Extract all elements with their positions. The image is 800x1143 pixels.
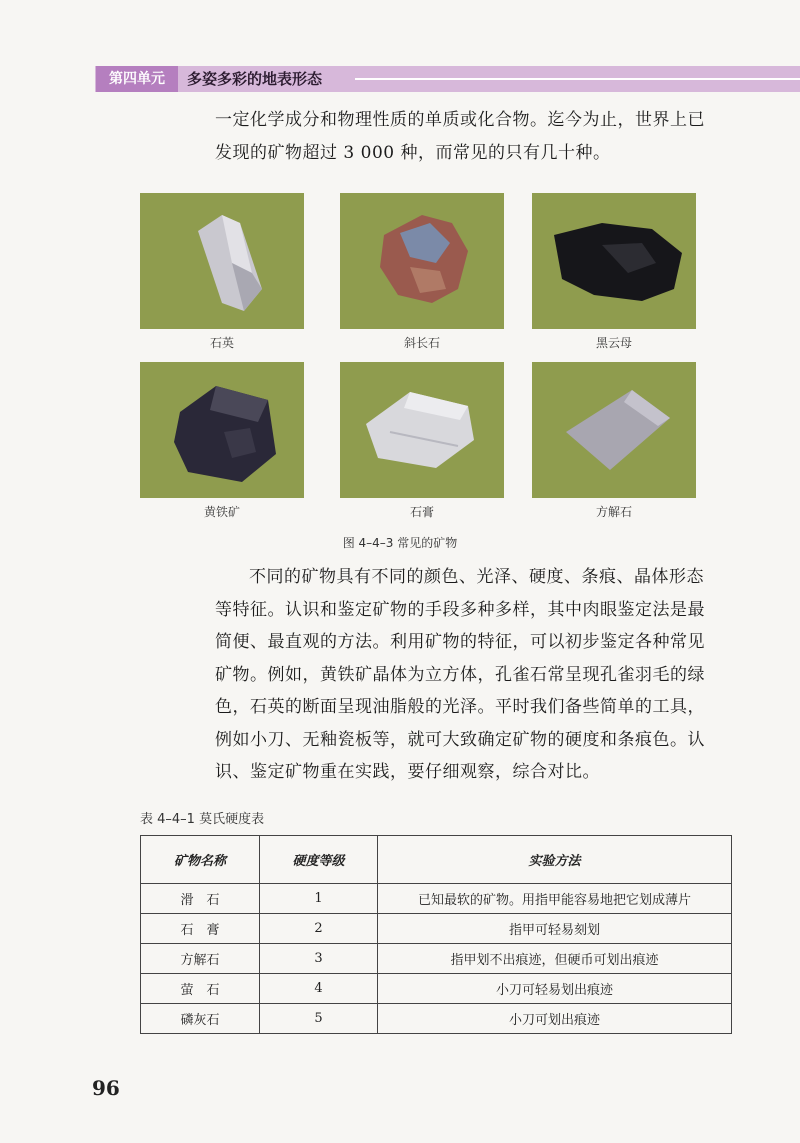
table-cell: 指甲可轻易刻划 [378, 914, 732, 944]
table-cell: 2 [260, 914, 378, 944]
mineral-caption: 黄铁矿 [203, 505, 240, 519]
table-cell: 3 [260, 944, 378, 974]
table-cell: 指甲划不出痕迹，但硬币可划出痕迹 [378, 944, 732, 974]
body-line: 识、鉴定矿物重在实践，要仔细观察，综合对比。 [215, 762, 600, 782]
body-line: 不同的矿物具有不同的颜色、光泽、硬度、条痕、晶体形态 [249, 567, 704, 587]
intro-paragraph [215, 104, 740, 169]
table-row [141, 914, 732, 944]
table-row [141, 1004, 732, 1034]
table-cell: 石 膏 [141, 914, 260, 944]
mohs-hardness-table [140, 835, 732, 1034]
table-title: 表 4–4–1 莫氏硬度表 [140, 812, 265, 827]
column-header: 矿物名称 [141, 836, 260, 884]
header-divider [355, 78, 800, 80]
table-cell: 萤 石 [141, 974, 260, 1004]
body-line: 等特征。认识和鉴定矿物的手段多种多样，其中肉眼鉴定法是最 [215, 599, 705, 620]
table-cell: 4 [260, 974, 378, 1004]
mineral-photo-plagioclase [340, 193, 504, 329]
body-line: 简便、最直观的方法。利用矿物的特征，可以初步鉴定各种常见 [215, 632, 705, 652]
mineral-caption: 石膏 [409, 505, 434, 519]
figure-caption: 图 4–4–3 常见的矿物 [342, 536, 458, 550]
table-header-row [141, 836, 732, 884]
body-line: 矿物。例如，黄铁矿晶体为立方体，孔雀石常呈现孔雀羽毛的绿 [215, 664, 705, 685]
calcite-image [532, 362, 696, 498]
mineral-caption: 斜长石 [403, 336, 440, 350]
intro-line: 发现的矿物超过 3 000 种，而常见的只有几十种。 [215, 142, 611, 163]
table-cell: 方解石 [141, 944, 260, 974]
plagioclase-image [340, 193, 504, 329]
mineral-photo-gypsum [340, 362, 504, 498]
table-cell: 1 [260, 884, 378, 914]
table-cell: 小刀可轻易划出痕迹 [378, 974, 732, 1004]
quartz-image [140, 193, 304, 329]
mineral-photo-pyrite [140, 362, 304, 498]
table-cell: 已知最软的矿物。用指甲能容易地把它划成薄片 [378, 884, 732, 914]
column-header: 硬度等级 [260, 836, 378, 884]
unit-tag: 第四单元 [96, 66, 178, 92]
table-row [141, 884, 732, 914]
body-paragraph [215, 561, 740, 789]
pyrite-image [140, 362, 304, 498]
gypsum-image [340, 362, 504, 498]
table-cell: 小刀可划出痕迹 [378, 1004, 732, 1034]
table-row [141, 944, 732, 974]
unit-title: 多姿多彩的地表形态 [187, 70, 323, 88]
mineral-caption: 石英 [209, 336, 234, 350]
mineral-caption: 方解石 [595, 505, 632, 519]
page-number: 96 [92, 1076, 120, 1100]
mineral-photo-biotite [532, 193, 696, 329]
table-row [141, 974, 732, 1004]
mineral-caption: 黑云母 [595, 336, 632, 350]
table-cell: 磷灰石 [141, 1004, 260, 1034]
table-cell: 5 [260, 1004, 378, 1034]
table-cell: 滑 石 [141, 884, 260, 914]
body-line: 色，石英的断面呈现油脂般的光泽。平时我们备些简单的工具， [215, 697, 705, 717]
mineral-photo-quartz [140, 193, 304, 329]
intro-line: 一定化学成分和物理性质的单质或化合物。迄今为止，世界上已 [215, 110, 705, 130]
body-line: 例如小刀、无釉瓷板等，就可大致确定矿物的硬度和条痕色。认 [215, 729, 705, 750]
column-header: 实验方法 [378, 836, 732, 884]
mineral-photo-calcite [532, 362, 696, 498]
biotite-image [532, 193, 696, 329]
